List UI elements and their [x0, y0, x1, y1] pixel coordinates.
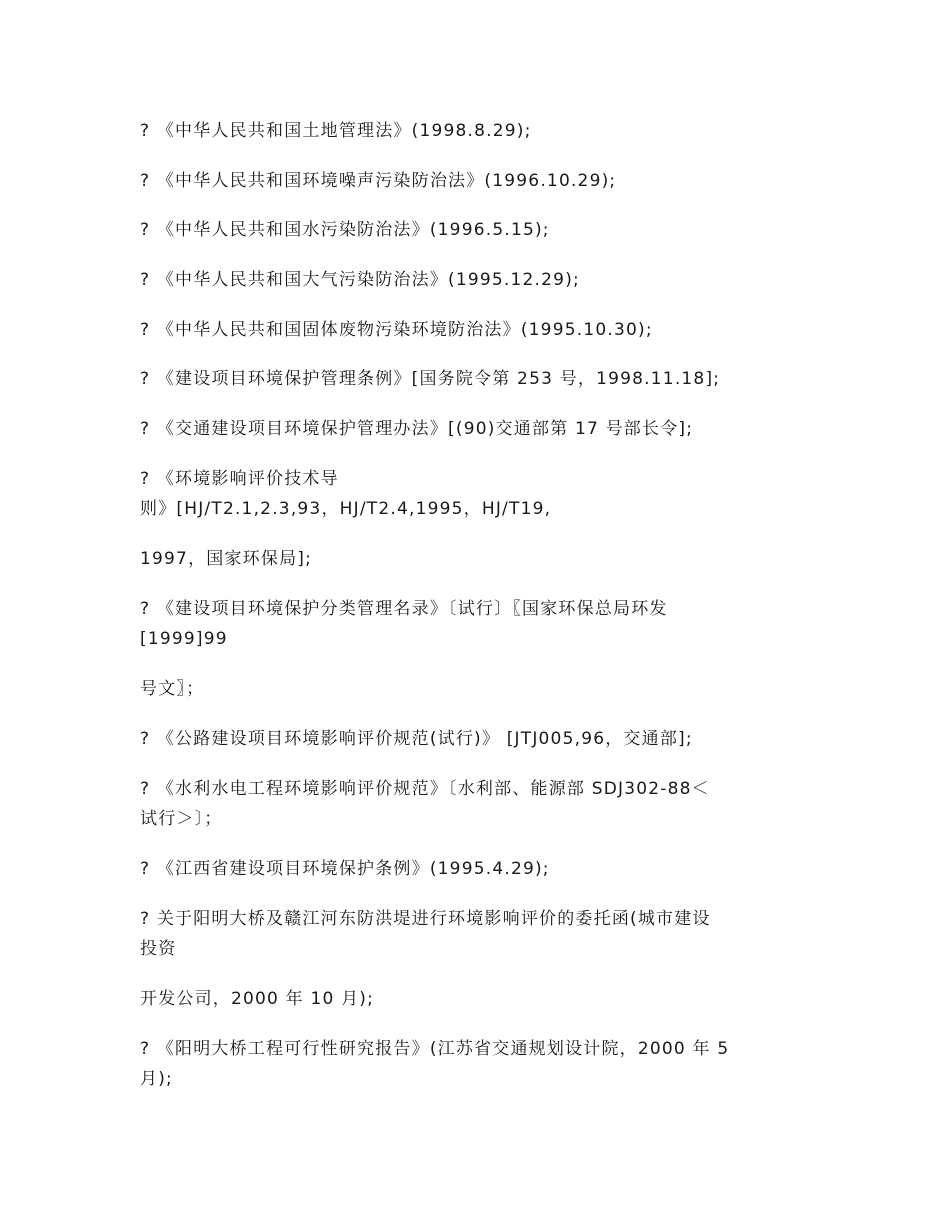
- reference-line: ? 《中华人民共和国固体废物污染环境防治法》(1995.10.30);: [140, 320, 653, 340]
- reference-line: ? 《阳明大桥工程可行性研究报告》(江苏省交通规划设计院，2000 年 5: [140, 1039, 730, 1059]
- reference-line: ? 《水利水电工程环境影响评价规范》〔水利部、能源部 SDJ302-88＜: [140, 779, 710, 799]
- reference-line: ? 《环境影响评价技术导: [140, 469, 339, 489]
- reference-line-continued: 投资: [140, 939, 177, 959]
- reference-line: ? 《中华人民共和国水污染防治法》(1996.5.15);: [140, 220, 550, 240]
- reference-line: ? 《江西省建设项目环境保护条例》(1995.4.29);: [140, 859, 550, 879]
- reference-line: ? 《公路建设项目环境影响评价规范(试行)》 [JTJ005,96，交通部];: [140, 729, 693, 749]
- reference-line: ? 《交通建设项目环境保护管理办法》[(90)交通部第 17 号部长令];: [140, 419, 694, 439]
- reference-line-continued: 开发公司，2000 年 10 月);: [140, 989, 375, 1009]
- reference-line-continued: 号文〗；: [140, 679, 205, 699]
- reference-line-continued: 1997，国家环保局];: [140, 549, 313, 569]
- reference-line-continued: [1999]99: [140, 629, 228, 649]
- reference-line: ? 《建设项目环境保护管理条例》[国务院令第 253 号，1998.11.18];: [140, 369, 721, 389]
- reference-line-continued: 试行＞〕；: [140, 809, 223, 829]
- reference-line: ? 《中华人民共和国土地管理法》(1998.8.29);: [140, 121, 532, 141]
- reference-line-continued: 则》[HJ/T2.1,2.3,93，HJ/T2.4,1995，HJ/T19,: [140, 499, 552, 519]
- reference-line: ? 关于阳明大桥及赣江河东防洪堤进行环境影响评价的委托函(城市建设: [140, 909, 711, 929]
- reference-line: ? 《建设项目环境保护分类管理名录》〔试行〕〖国家环保总局环发: [140, 599, 668, 619]
- reference-line-continued: 月);: [140, 1069, 173, 1089]
- reference-line: ? 《中华人民共和国大气污染防治法》(1995.12.29);: [140, 270, 580, 290]
- reference-line: ? 《中华人民共和国环境噪声污染防治法》(1996.10.29);: [140, 171, 617, 191]
